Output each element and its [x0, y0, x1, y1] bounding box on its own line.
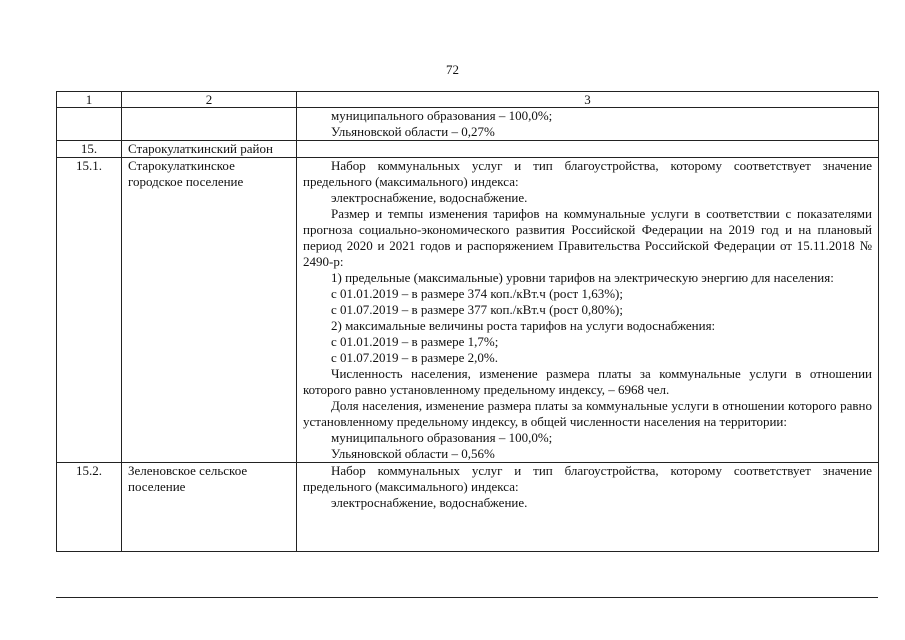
row-15-1-share-paragraph: Доля населения, изменение размера платы за коммунальные услуги в отношении которого равно установленному предельному индексу, в общей численности населения на территории: [303, 398, 872, 429]
row-15-1-electricity-jan: с 01.01.2019 – в размере 374 коп./кВт.ч (рост 1,63%); [331, 286, 623, 301]
row-15-2-continuation-space [303, 511, 872, 551]
row-15-1-water-jul: с 01.07.2019 – в размере 2,0%. [331, 350, 498, 365]
row-15-2-name: Зеленовское сельское поселение [122, 463, 297, 552]
row-15-2-services-paragraph: Набор коммунальных услуг и тип благоустройства, которому соответствует значение предельного (максимального) индекса: [303, 463, 872, 494]
row-15-1-water-paragraph: 2) максимальные величины роста тарифов на услуги водоснабжения: [331, 318, 716, 333]
continuation-num-cell [57, 108, 122, 141]
continuation-name-cell [122, 108, 297, 141]
column-header-1: 1 [57, 92, 122, 108]
row-15-text-cell [297, 141, 879, 158]
row-15-name: Старокулаткинский район [122, 141, 297, 158]
row-15-1-name: Старокулаткинское городское поселение [122, 158, 297, 463]
table-bottom-border [56, 597, 878, 598]
continuation-line-region: Ульяновской области – 0,27% [331, 124, 495, 139]
row-15-1-services-paragraph: Набор коммунальных услуг и тип благоустройства, которому соответствует значение предельного (максимального) индекса: [303, 158, 872, 189]
row-15-1-population-paragraph: Численность населения, изменение размера платы за коммунальные услуги в отношении которого равно установленному предельному индексу, – 6968 чел. [303, 366, 872, 397]
continuation-text-cell [297, 108, 879, 141]
table-row-15-2 [57, 463, 879, 552]
row-15-1-services-value: электроснабжение, водоснабжение. [331, 190, 528, 205]
table-header-row [57, 92, 879, 108]
table-row-continuation [57, 108, 879, 141]
row-15-1-electricity-jul: с 01.07.2019 – в размере 377 коп./кВт.ч (рост 0,80%); [331, 302, 623, 317]
row-15-1-text-cell [297, 158, 879, 463]
row-15-number: 15. [57, 141, 122, 158]
row-15-1-share-region: Ульяновской области – 0,56% [331, 446, 495, 461]
row-15-1-share-municipal: муниципального образования – 100,0%; [331, 430, 553, 445]
page-bottom-margin [0, 598, 905, 640]
column-header-2: 2 [122, 92, 297, 108]
row-15-1-electricity-paragraph: 1) предельные (максимальные) уровни тарифов на электрическую энергию для населения: [331, 270, 834, 285]
row-15-1-tariffs-paragraph: Размер и темпы изменения тарифов на коммунальные услуги в соответствии с показателями прогноза социально-экономического развития Российской Федерации на 2019 год и на плановый период 2020 и 2021 годов и распоряжением Правительства Российской Федерации от 15.11.2018 № 2490-р: [303, 206, 872, 269]
tariff-table [56, 91, 879, 552]
row-15-2-text-cell [297, 463, 879, 552]
row-15-1-water-jan: с 01.01.2019 – в размере 1,7%; [331, 334, 499, 349]
page-number: 72 [446, 62, 459, 77]
table-row-15 [57, 141, 879, 158]
row-15-2-services-value: электроснабжение, водоснабжение. [331, 495, 528, 510]
continuation-line-municipal: муниципального образования – 100,0%; [331, 108, 553, 123]
row-15-1-number: 15.1. [57, 158, 122, 463]
column-header-3: 3 [297, 92, 879, 108]
row-15-2-number: 15.2. [57, 463, 122, 552]
table-row-15-1 [57, 158, 879, 463]
